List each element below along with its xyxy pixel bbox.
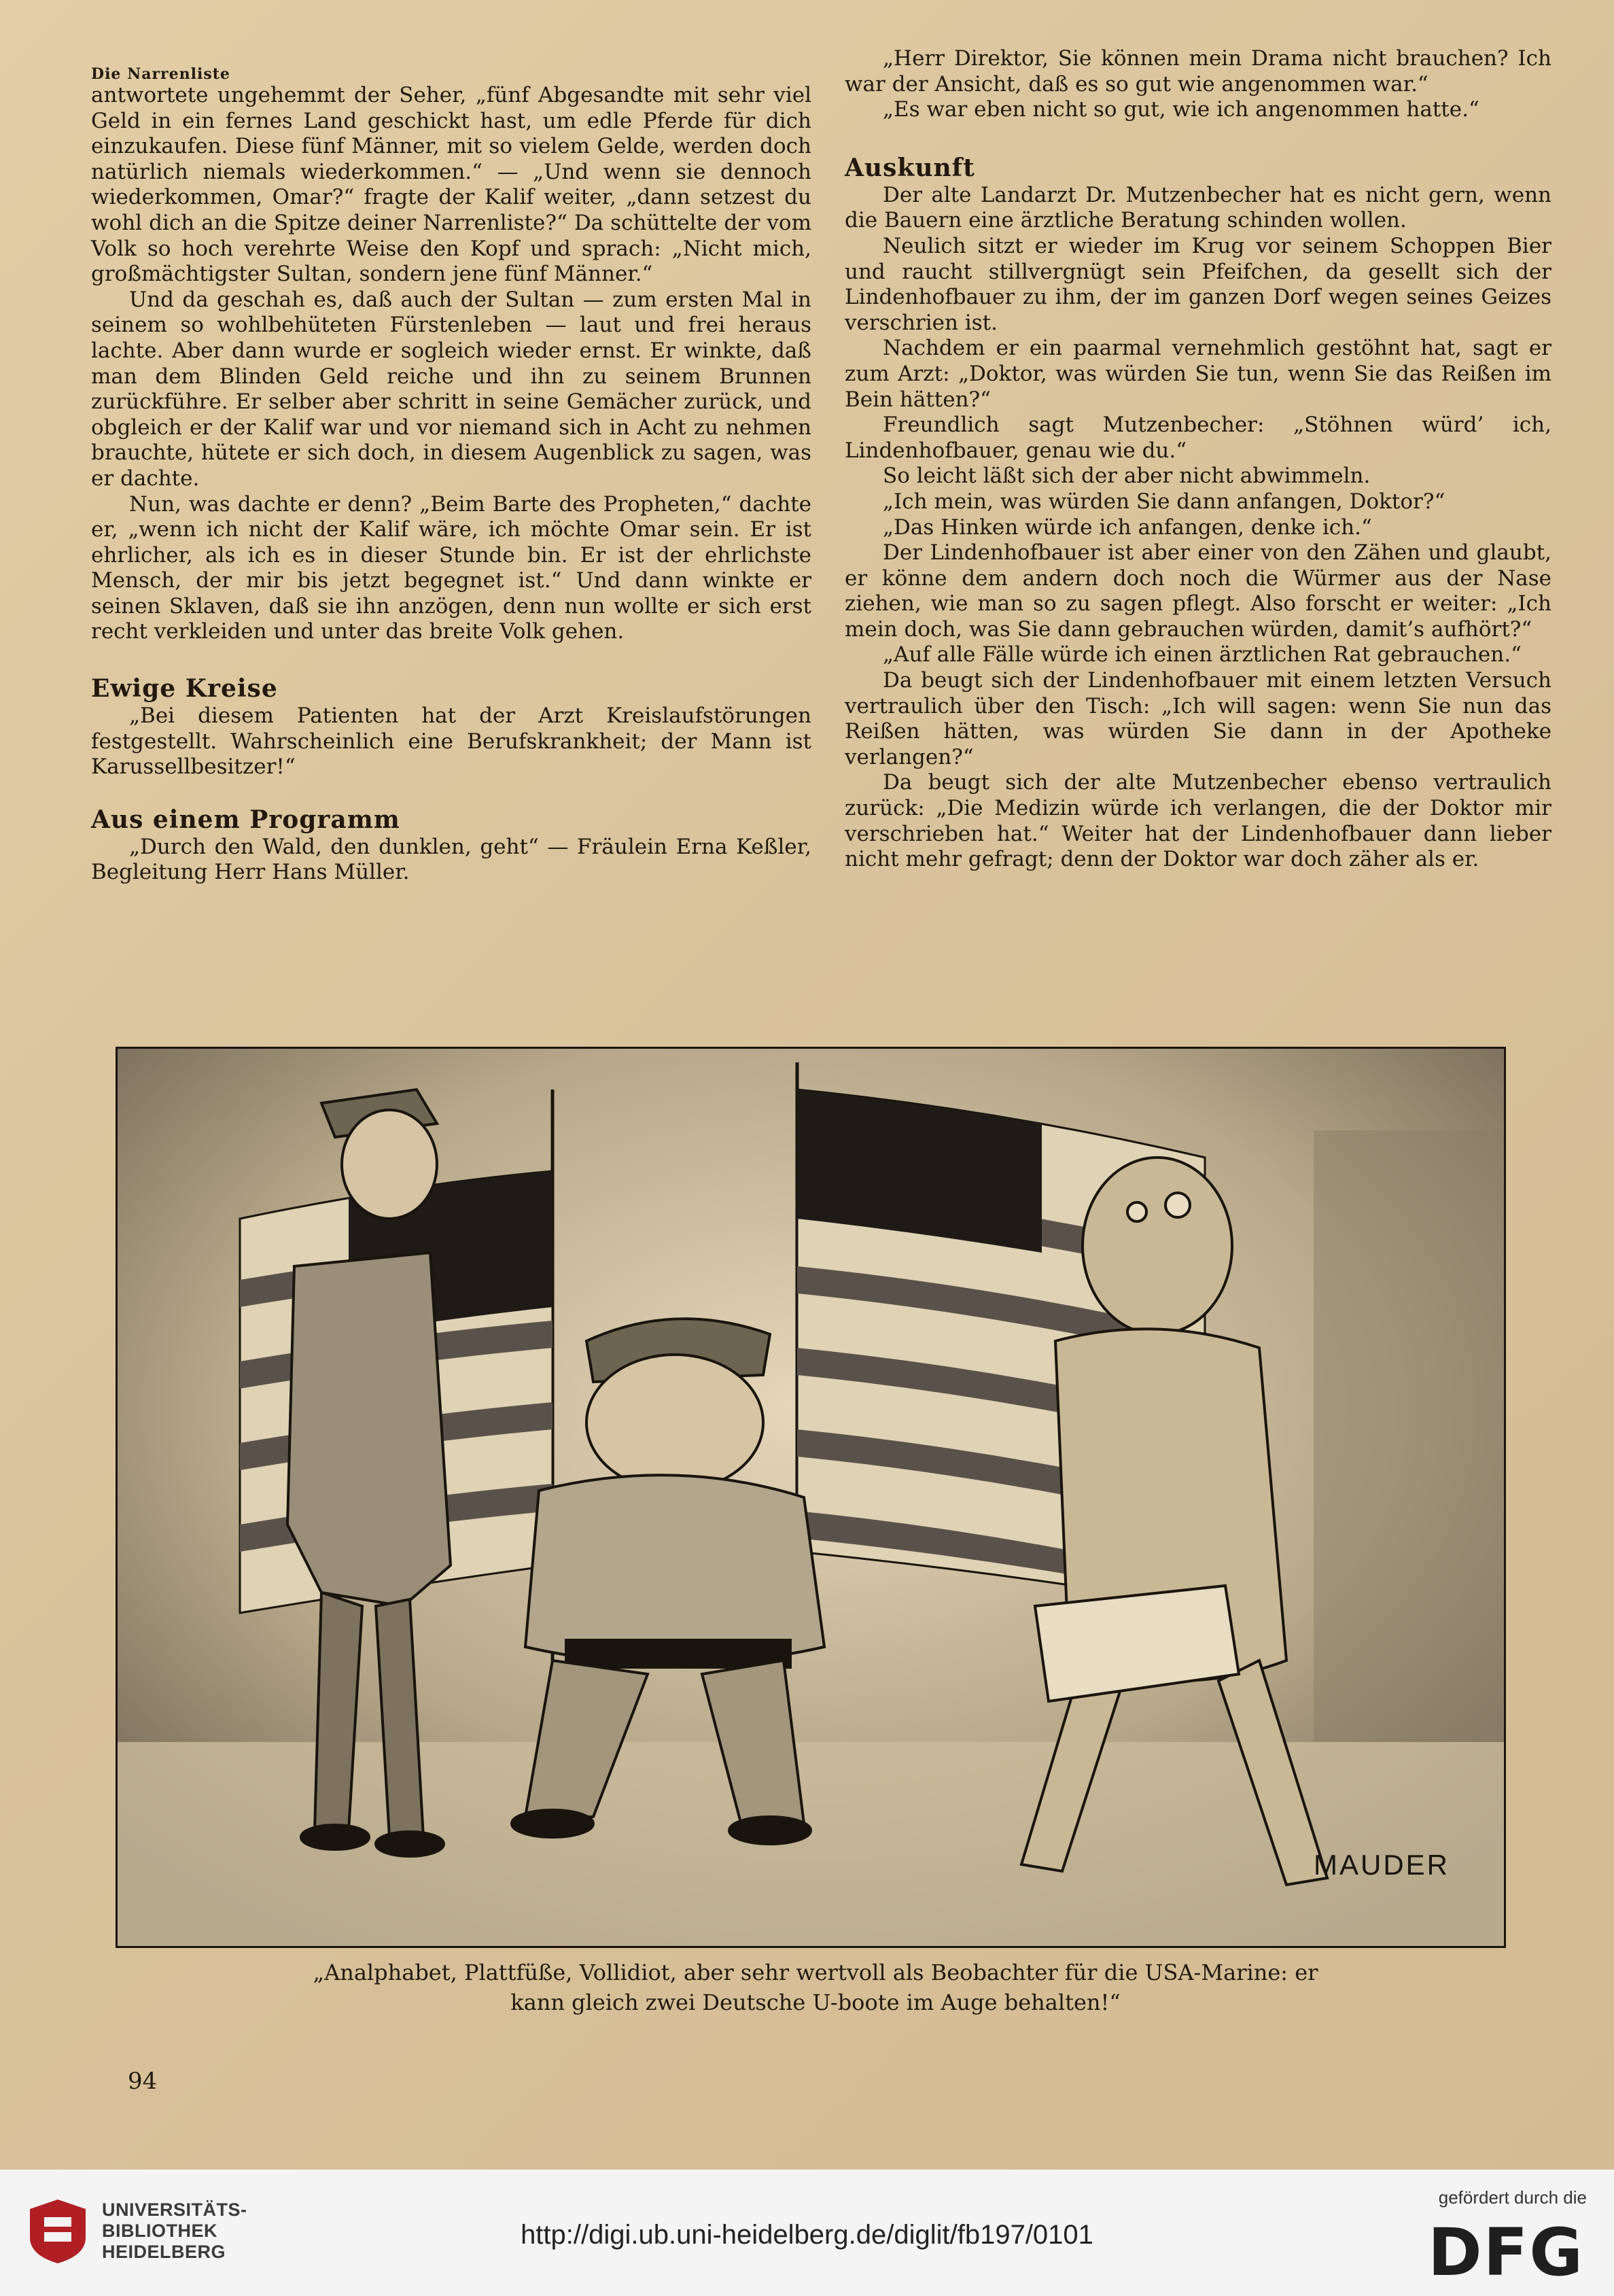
right-column bbox=[845, 46, 1551, 873]
auskunft-paragraph-10: Da beugt sich der Lindenhofbauer mit einem letzten Versuch vertraulich über den Tisch: „Ich will sagen: wenn Sie nun das Reißen hätten, was würden Sie dann in der Apotheke verlangen?“ bbox=[845, 668, 1551, 769]
drama-paragraph-1: „Herr Direktor, Sie können mein Drama nicht brauchen? Ich war der Ansicht, daß es so gut wie angenommen war.“ bbox=[845, 46, 1551, 97]
narrenliste-paragraph-1: antwortete ungehemmt der Seher, „fünf Abgesandte mit sehr viel Geld in ein fernes Land geschickt hast, um edle Pferde für dich einzukaufen. Diese fünf Männer, mit so vielem Gelde, werden doch natürlich niemals wiederkommen.“ — „Und wenn sie dennoch wiederkommen, Omar?“ fragte der Kalif weiter, „dann setzest du wohl dich an die Spitze deiner Narrenliste?“ Da schüttelte der vom Volk so hoch verehrte Weise den Kopf und sprach: „Nicht mich, großmächtigster Sultan, sondern jene fünf Männer.“ bbox=[91, 83, 811, 287]
artist-signature: MAUDER bbox=[1314, 1849, 1450, 1881]
narrenliste-paragraph-2: Und da geschah es, daß auch der Sultan — zum ersten Mal in seinem so wohlbehüteten Fürstenleben — laut und frei heraus lachte. Aber dann wurde er sogleich wieder ernst. Er winkte, daß man dem Blinden Geld reiche und ihn zu seinem Brunnen zurückführe. Er selber aber schritt in seine Gemächer zurück, und obgleich er der Kalif war und vor niemand sich in Acht zu nehmen brauchte, hütete er sich doch, in diesem Augenblick zu sagen, was er dachte. bbox=[91, 287, 811, 491]
auskunft-paragraph-4: Freundlich sagt Mutzenbecher: „Stöhnen würd’ ich, Lindenhofbauer, genau wie du.“ bbox=[845, 413, 1551, 463]
funding-note: gefördert durch die bbox=[1438, 2187, 1587, 2208]
narrenliste-paragraph-3: Nun, was dachte er denn? „Beim Barte des Propheten,“ dachte er, „wenn ich nicht der Kalif wäre, ich möchte Omar sein. Er ist ehrlicher, als ich es in dieser Stunde bin. Er ist der ehrlichste Mensch, der mir bis jetzt begegnet ist.“ Und dann winkte er seinen Sklaven, daß sie ihn anzögen, denn nun wollte er sich erst recht verkleiden und unter das breite Volk gehen. bbox=[91, 491, 811, 644]
ewige-kreise-text: „Bei diesem Patienten hat der Arzt Kreislaufstörungen festgestellt. Wahrscheinlich eine Berufskrankheit; der Mann ist Karussellbesitzer!“ bbox=[91, 703, 811, 780]
library-name-line-3: HEIDELBERG bbox=[102, 2242, 226, 2262]
auskunft-paragraph-11: Da beugt sich der alte Mutzenbecher ebenso vertraulich zurück: „Die Medizin würde ich verlangen, die der Doktor mir verschrieben hat.“ Weiter hat der Lindenhofbauer dann lieber nicht mehr gefragt; denn der Doktor war doch zäher als er. bbox=[845, 770, 1551, 872]
programm-heading: Aus einem Programm bbox=[91, 805, 400, 834]
drama-paragraph-2: „Es war eben nicht so gut, wie ich angenommen hatte.“ bbox=[883, 97, 1479, 122]
auskunft-paragraph-5: So leicht läßt sich der aber nicht abwimmeln. bbox=[883, 464, 1371, 489]
digitization-footer bbox=[0, 2170, 1614, 2296]
library-name-line-2: BIBLIOTHEK bbox=[102, 2221, 217, 2241]
auskunft-paragraph-3: Nachdem er ein paarmal vernehmlich gestöhnt hat, sagt er zum Arzt: „Doktor, was würden Sie tun, wenn Sie das Reißen im Bein hätten?“ bbox=[845, 336, 1551, 412]
source-url-link[interactable]: http://digi.ub.uni-heidelberg.de/diglit/fb197/0101 bbox=[521, 2220, 1093, 2250]
auskunft-paragraph-1: Der alte Landarzt Dr. Mutzenbecher hat es nicht gern, wenn die Bauern eine ärztliche Beratung schinden wollen. bbox=[845, 182, 1551, 233]
dfg-logo: DFG bbox=[1427, 2214, 1584, 2291]
ewige-kreise-heading: Ewige Kreise bbox=[91, 674, 278, 703]
left-column bbox=[91, 83, 811, 886]
running-head: Die Narrenliste bbox=[91, 65, 230, 83]
library-name-line-1: UNIVERSITÄTS- bbox=[102, 2199, 247, 2220]
auskunft-paragraph-8: Der Lindenhofbauer ist aber einer von den Zähen und glaubt, er könne dem andern doch noch die Würmer aus der Nase ziehen, wie man so zu sagen pflegt. Also forscht er weiter: „Ich mein doch, was Sie dann gebrauchen würden, damit’s aufhört?“ bbox=[845, 540, 1551, 642]
page-number: 94 bbox=[128, 2068, 158, 2095]
auskunft-paragraph-9: „Auf alle Fälle würde ich einen ärztlichen Rat gebrauchen.“ bbox=[883, 642, 1522, 667]
cartoon-illustration bbox=[116, 1047, 1506, 1948]
programm-text: „Durch den Wald, den dunklen, geht“ — Fräulein Erna Keßler, Begleitung Herr Hans Müller. bbox=[91, 834, 811, 885]
auskunft-paragraph-2: Neulich sitzt er wieder im Krug vor seinem Schoppen Bier und raucht stillvergnügt sein Pfeifchen, da gesellt sich der Lindenhofbauer zu ihm, der im ganzen Dorf wegen seines Geizes verschrien ist. bbox=[845, 233, 1551, 335]
cartoon-caption: „Analphabet, Plattfüße, Vollidiot, aber sehr wertvoll als Beobachter für die USA-Marine: er kann gleich zwei Deutsche U-boote im Auge behalten!“ bbox=[313, 1960, 1318, 2015]
auskunft-paragraph-7: „Das Hinken würde ich anfangen, denke ich.“ bbox=[883, 515, 1372, 540]
auskunft-paragraph-6: „Ich mein, was würden Sie dann anfangen, Doktor?“ bbox=[883, 489, 1445, 514]
auskunft-heading: Auskunft bbox=[845, 153, 975, 182]
